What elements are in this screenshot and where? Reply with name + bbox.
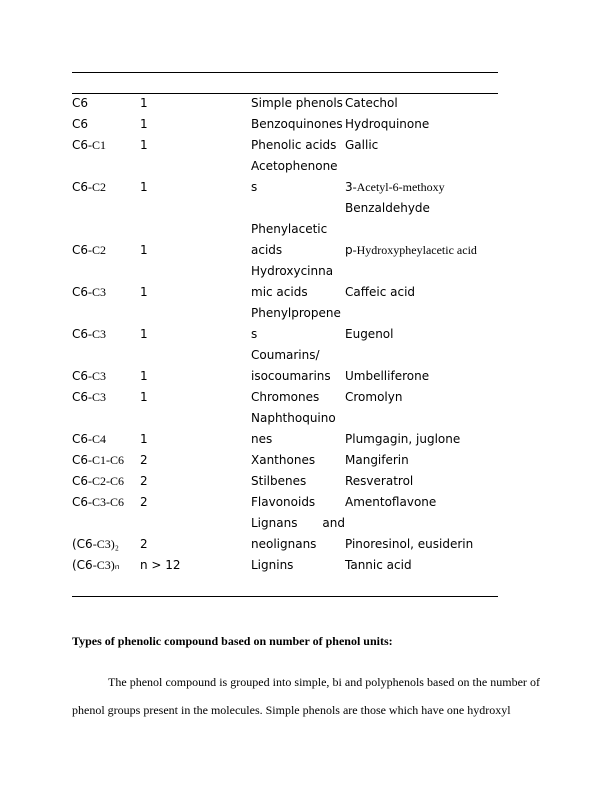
units-cell: 1 xyxy=(140,243,148,257)
units-cell: 1 xyxy=(140,138,148,152)
class-line: s xyxy=(251,180,258,194)
class-cell xyxy=(251,450,345,471)
example-cell: Hydroquinone xyxy=(345,117,430,131)
example-cell xyxy=(345,219,498,261)
class-line: isocoumarins xyxy=(251,369,331,383)
example-cell: Cromolyn xyxy=(345,390,403,404)
skeleton-cell xyxy=(72,114,140,135)
class-line: neolignans xyxy=(251,537,317,551)
skeleton-text xyxy=(72,201,76,215)
table-row xyxy=(72,471,498,492)
units-cell: 2 xyxy=(140,474,148,488)
units-cell: 1 xyxy=(140,285,148,299)
skeleton-cell xyxy=(72,450,140,471)
example-cell: Catechol xyxy=(345,96,398,110)
class-line: Phenolic acids xyxy=(251,138,337,152)
class-cell xyxy=(251,93,345,114)
units-cell: n > 12 xyxy=(140,558,181,572)
table-row xyxy=(72,555,498,576)
units-cell: 1 xyxy=(140,96,148,110)
example-text: p-Hydroxypheylacetic acid xyxy=(345,243,477,257)
class-cell xyxy=(251,261,345,303)
class-line: Stilbenes xyxy=(251,474,307,488)
example-cell: Caffeic acid xyxy=(345,285,416,299)
class-cell xyxy=(251,303,345,345)
units-cell: 2 xyxy=(140,537,148,551)
class-cell xyxy=(251,114,345,135)
class-cell xyxy=(251,156,345,198)
skeleton-cell xyxy=(72,513,140,555)
example-cell: Tannic acid xyxy=(345,558,412,572)
class-cell xyxy=(251,492,345,513)
skeleton-cell xyxy=(72,156,140,198)
skeleton-text: C6-C2-C6 xyxy=(72,474,125,488)
units-cell: 1 xyxy=(140,369,148,383)
table-top-rule xyxy=(72,72,498,73)
class-line: nes xyxy=(251,432,273,446)
units-cell: 2 xyxy=(140,453,148,467)
class-cell xyxy=(251,219,345,261)
example-cell: Pinoresinol, eusiderin xyxy=(345,537,474,551)
class-line: Benzoquinones xyxy=(251,117,343,131)
units-cell: 1 xyxy=(140,180,148,194)
example-cell: Umbelliferone xyxy=(345,369,430,383)
table-row xyxy=(72,156,498,198)
skeleton-text: C6-C3 xyxy=(72,390,107,404)
skeleton-cell xyxy=(72,345,140,387)
skeleton-text: (C6-C3)₂ xyxy=(72,537,119,551)
example-cell: Gallic xyxy=(345,138,379,152)
skeleton-cell xyxy=(72,492,140,513)
class-line: Lignans and xyxy=(251,516,345,530)
class-cell xyxy=(251,408,345,450)
skeleton-text: C6-C3 xyxy=(72,327,107,341)
table-body xyxy=(72,93,498,576)
units-cell: 1 xyxy=(140,390,148,404)
table-row xyxy=(72,303,498,345)
class-cell xyxy=(251,387,345,408)
skeleton-cell xyxy=(72,408,140,450)
phenolic-classification-table xyxy=(72,93,498,576)
table-row xyxy=(72,492,498,513)
units-cell: 1 xyxy=(140,117,148,131)
class-line: Coumarins/ xyxy=(251,348,320,362)
table-row xyxy=(72,219,498,261)
class-line: Lignins xyxy=(251,558,294,572)
class-line: acids xyxy=(251,243,283,257)
class-line: Phenylacetic xyxy=(251,222,328,236)
example-cell xyxy=(345,156,498,198)
skeleton-text: C6-C3-C6 xyxy=(72,495,125,509)
example-cell: Mangiferin xyxy=(345,453,409,467)
table-bottom-rule xyxy=(72,596,498,597)
class-cell xyxy=(251,198,345,219)
class-cell xyxy=(251,471,345,492)
example-cell: Amentoflavone xyxy=(345,495,437,509)
class-line xyxy=(251,198,345,219)
skeleton-text: C6 xyxy=(72,117,89,131)
table-row xyxy=(72,198,498,219)
section-heading: Types of phenolic compound based on number of phenol units: xyxy=(72,634,393,648)
class-line: mic acids xyxy=(251,285,308,299)
class-line: Chromones xyxy=(251,390,320,404)
skeleton-text: C6-C1-C6 xyxy=(72,453,125,467)
class-line: Hydroxycinna xyxy=(251,264,334,278)
skeleton-cell xyxy=(72,303,140,345)
units-cell: 2 xyxy=(140,495,148,509)
example-cell: Plumgagin, juglone xyxy=(345,432,461,446)
skeleton-cell xyxy=(72,261,140,303)
class-line: Flavonoids xyxy=(251,495,316,509)
table-row xyxy=(72,114,498,135)
class-line: Xanthones xyxy=(251,453,316,467)
table-row xyxy=(72,408,498,450)
skeleton-cell xyxy=(72,198,140,219)
units-cell xyxy=(140,198,251,219)
skeleton-cell xyxy=(72,135,140,156)
class-cell xyxy=(251,555,345,576)
class-line: s xyxy=(251,327,258,341)
units-cell: 1 xyxy=(140,327,148,341)
skeleton-text: C6-C1 xyxy=(72,138,107,152)
example-cell: Resveratrol xyxy=(345,474,414,488)
class-line: Simple phenols xyxy=(251,96,343,110)
table-row xyxy=(72,450,498,471)
table-row xyxy=(72,135,498,156)
skeleton-text: C6-C2 xyxy=(72,243,107,257)
class-cell xyxy=(251,345,345,387)
units-cell: 1 xyxy=(140,432,148,446)
skeleton-text: C6 xyxy=(72,96,89,110)
class-line: Naphthoquino xyxy=(251,411,336,425)
example-text: 3-Acetyl-6-methoxy xyxy=(345,180,445,194)
example-cell: Eugenol xyxy=(345,327,394,341)
class-line: Phenylpropene xyxy=(251,306,341,320)
class-cell xyxy=(251,513,345,555)
skeleton-text: C6-C3 xyxy=(72,285,107,299)
skeleton-text: C6-C2 xyxy=(72,180,107,194)
table-row xyxy=(72,93,498,114)
skeleton-cell xyxy=(72,471,140,492)
skeleton-cell xyxy=(72,387,140,408)
skeleton-cell xyxy=(72,555,140,576)
example-cell: Benzaldehyde xyxy=(345,201,430,215)
skeleton-text: C6-C4 xyxy=(72,432,107,446)
skeleton-cell xyxy=(72,219,140,261)
body-paragraph: The phenol compound is grouped into simple, bi and polyphenols based on the number of phenol groups present in the molecules. Simple phenols are those which have one hydroxyl xyxy=(72,675,540,717)
table-row xyxy=(72,345,498,387)
table-row xyxy=(72,513,498,555)
class-cell xyxy=(251,135,345,156)
skeleton-text: (C6-C3)ₙ xyxy=(72,558,120,572)
table-row xyxy=(72,261,498,303)
skeleton-text: C6-C3 xyxy=(72,369,107,383)
table-row xyxy=(72,387,498,408)
skeleton-cell xyxy=(72,93,140,114)
class-line: Acetophenone xyxy=(251,159,338,173)
